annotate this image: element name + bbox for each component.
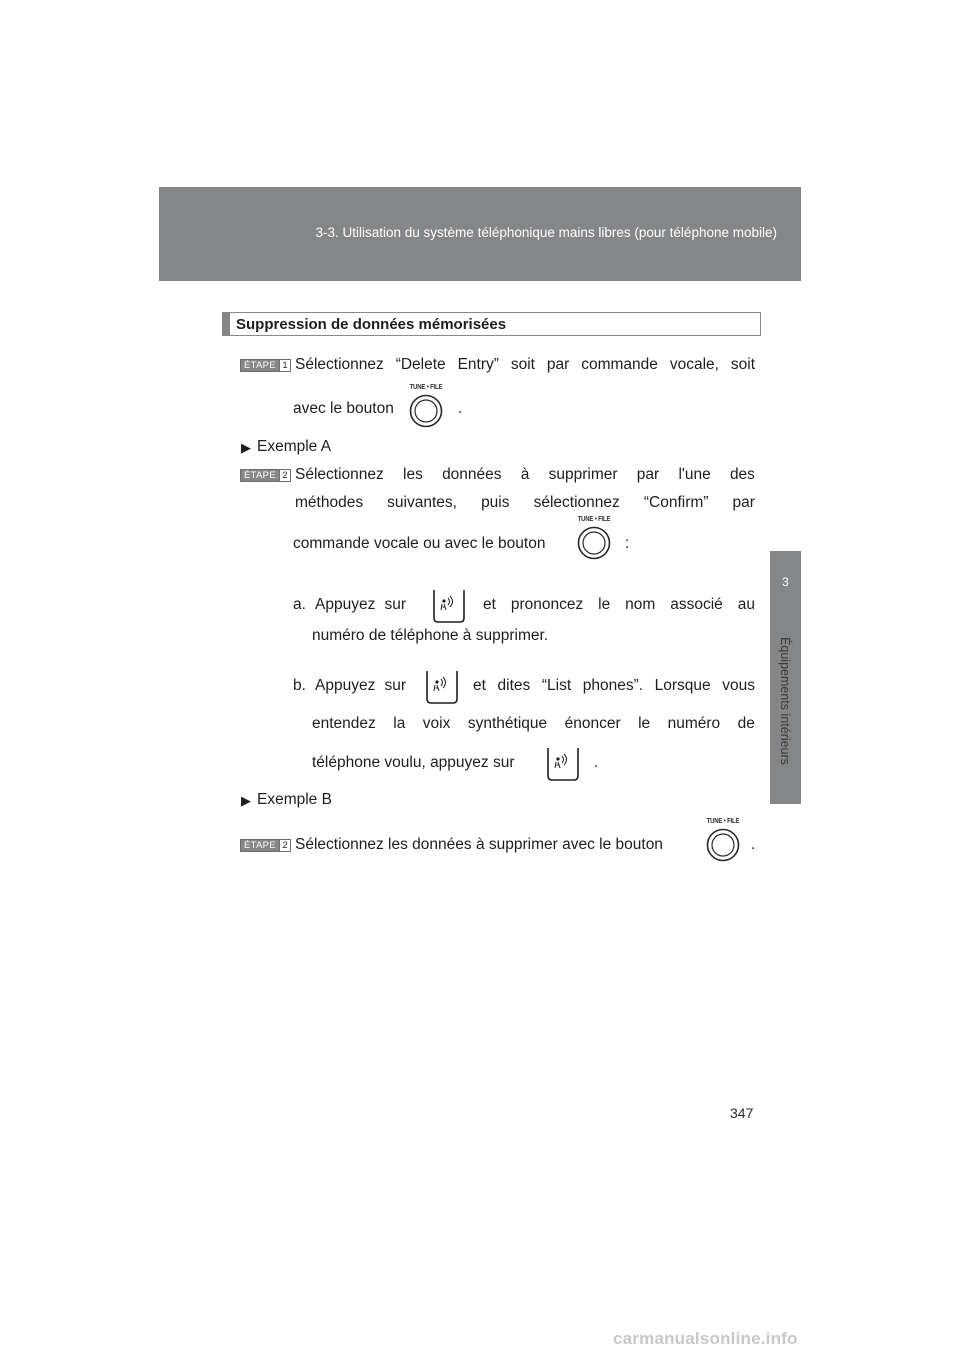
item-b-period: . xyxy=(594,754,599,771)
step2a-line2: méthodes suivantes, puis sélectionnez “Confirm” par xyxy=(295,494,755,511)
page-number: 347 xyxy=(730,1105,754,1121)
step2b-period: . xyxy=(751,836,756,853)
item-a-prefix: a. Appuyez sur xyxy=(293,596,406,613)
chapter-title: 3-3. Utilisation du système téléphonique mains libres (pour téléphone mobile) xyxy=(315,225,777,240)
example-arrow-icon: ▶ xyxy=(241,793,251,808)
example-a-label: Exemple A xyxy=(257,438,332,455)
watermark: carmanualsonline.info xyxy=(613,1329,798,1348)
step1-period: . xyxy=(458,400,463,417)
step2b-line1: Sélectionnez les données à supprimer avec le bouton xyxy=(295,836,663,853)
item-a-line1: et prononcez le nom associé au xyxy=(483,596,755,613)
step2a-line3: commande vocale ou avec le bouton xyxy=(293,535,546,552)
step-badge-2b xyxy=(240,839,291,852)
step2a-line1: Sélectionnez les données à supprimer par l'une des xyxy=(295,466,755,483)
step1-line2: avec le bouton xyxy=(293,400,394,417)
item-a-line2: numéro de téléphone à supprimer. xyxy=(312,627,549,644)
tune-file-knob-icon: TUNE • FILE xyxy=(572,516,616,562)
step2a-colon: : xyxy=(625,535,630,552)
step-badge-number: 2 xyxy=(279,840,290,851)
step-badge-number: 2 xyxy=(279,470,290,481)
step-badge-1 xyxy=(240,359,291,372)
voice-talk-switch-icon xyxy=(546,746,580,782)
section-heading xyxy=(222,312,761,336)
item-b-line2: entendez la voix synthétique énoncer le numéro de xyxy=(312,715,755,732)
tune-file-knob-icon: TUNE • FILE xyxy=(404,384,448,430)
step-badge-2a xyxy=(240,469,291,482)
step-badge-label: ÉTAPE xyxy=(241,360,279,371)
section-heading-text: Suppression de données mémorisées xyxy=(236,316,507,333)
item-b-line1: et dites “List phones”. Lorsque vous xyxy=(473,677,755,694)
step-badge-number: 1 xyxy=(279,360,290,371)
voice-talk-switch-icon xyxy=(432,588,466,624)
example-arrow-icon: ▶ xyxy=(241,440,251,455)
step-badge-label: ÉTAPE xyxy=(241,470,279,481)
chapter-tab-label: Équipements intérieurs xyxy=(778,637,792,765)
voice-talk-switch-icon xyxy=(425,669,459,705)
item-b-prefix: b. Appuyez sur xyxy=(293,677,406,694)
tune-file-knob-icon: TUNE • FILE xyxy=(701,818,745,864)
step1-line1: Sélectionnez “Delete Entry” soit par commande vocale, soit xyxy=(295,356,755,373)
header-band xyxy=(159,187,801,281)
chapter-number: 3 xyxy=(782,575,789,589)
example-b-label: Exemple B xyxy=(257,791,332,808)
item-b-line3: téléphone voulu, appuyez sur xyxy=(312,754,515,771)
step-badge-label: ÉTAPE xyxy=(241,840,279,851)
